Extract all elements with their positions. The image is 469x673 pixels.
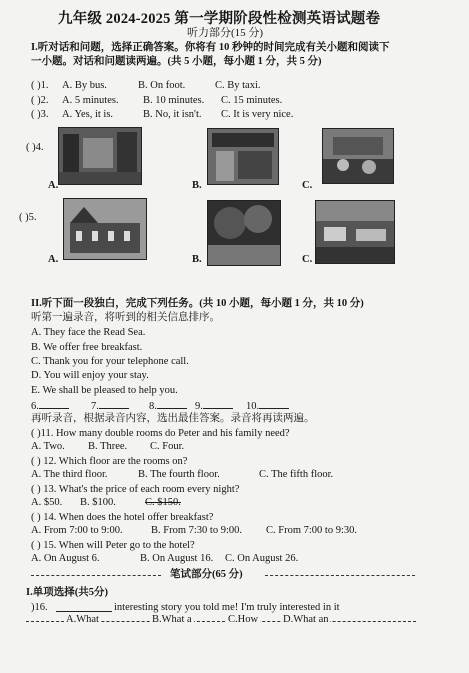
q5-label-a: A.: [48, 254, 59, 265]
q16-option-d: D.What an: [283, 614, 329, 625]
part1-heading: I.听对话和问题，选择正确答案。你将有 10 秒钟的时间完成有关小题和阅读下: [31, 42, 390, 53]
q16-stem: interesting story you told me! I'm truly interested in it: [114, 602, 340, 613]
single-choice-heading: I.单项选择(共5分): [26, 587, 108, 598]
q3-number: ( )3.: [31, 109, 49, 120]
q15-stem: ( ) 15. When will Peter go to the hotel?: [31, 540, 195, 551]
q5-label-c: C.: [302, 254, 313, 265]
q16-number: )16.: [31, 602, 48, 613]
q14-option-c: C. From 7:00 to 9:30.: [266, 525, 358, 536]
q3-option-c: C. It is very nice.: [221, 109, 294, 120]
q14-option-b: B. From 7:30 to 9:00.: [151, 525, 243, 536]
part2-heading: II.听下面一段独白，完成下列任务。(共 10 小题，每小题 1 分，共 10 分): [31, 298, 364, 309]
listening-heading: 听力部分(15 分): [187, 27, 264, 39]
q1-option-b: B. On foot.: [138, 80, 186, 91]
q12-option-a: A. The third floor.: [31, 469, 108, 480]
blank-6-line[interactable]: [39, 398, 69, 409]
written-heading: 笔试部分(65 分): [170, 569, 243, 580]
q11-stem: ( )11. How many double rooms do Peter and his family need?: [31, 428, 290, 439]
divider-left: [31, 575, 161, 576]
q1-option-c: C. By taxi.: [215, 80, 261, 91]
q16-blank[interactable]: [56, 601, 112, 612]
q16-option-b: B.What a: [152, 614, 192, 625]
blank-10-label: 10.: [246, 401, 260, 412]
blank-10-line[interactable]: [259, 398, 289, 409]
blank-6-label: 6.: [31, 401, 39, 412]
q4-label-b: B.: [192, 180, 202, 191]
blank-6: [31, 398, 69, 413]
q5-picture-a: [63, 198, 147, 260]
q14-stem: ( ) 14. When does the hotel offer breakfast?: [31, 512, 214, 523]
blank-7-label: 7.: [91, 401, 99, 412]
q4-picture-a: [58, 127, 142, 185]
part2-item-e: E. We shall be pleased to help you.: [31, 385, 178, 396]
part2-item-a: A. They face the Read Sea.: [31, 327, 146, 338]
blank-8: [149, 398, 187, 413]
q2-option-a: A. 5 minutes.: [62, 95, 119, 106]
part1-heading-2: 一小题。对话和问题读两遍。(共 5 小题，每小题 1 分，共 5 分): [31, 56, 322, 67]
q11-option-b: B. Three.: [88, 441, 128, 452]
q13-option-a: A. $50.: [31, 497, 63, 508]
q13-option-b: B. $100.: [80, 497, 116, 508]
q4-picture-c: [322, 128, 394, 184]
q12-option-c: C. The fifth floor.: [259, 469, 334, 480]
q5-picture-b: [207, 200, 281, 266]
exam-title: 九年级 2024-2025 第一学期阶段性检测英语试题卷: [58, 11, 381, 27]
q12-option-b: B. The fourth floor.: [138, 469, 220, 480]
blank-7-line[interactable]: [99, 398, 129, 409]
part2-sub: 听第一遍录音，将听到的相关信息排序。: [31, 312, 220, 323]
q4-label-a: A.: [48, 180, 59, 191]
blank-9-label: 9.: [195, 401, 203, 412]
part2-item-b: B. We offer free breakfast.: [31, 342, 143, 353]
q4-picture-b: [207, 128, 279, 185]
q13-option-c: C. $150.: [145, 497, 181, 508]
q16-option-a: A.What: [66, 614, 99, 625]
blank-8-label: 8.: [149, 401, 157, 412]
q4-number: ( )4.: [26, 142, 44, 153]
q5-picture-c: [315, 200, 395, 264]
q13-stem: ( ) 13. What's the price of each room every night?: [31, 484, 240, 495]
q15-option-a: A. On August 6.: [31, 553, 100, 564]
blank-10: [246, 398, 289, 413]
blank-9-line[interactable]: [203, 398, 233, 409]
q15-option-c: C. On August 26.: [225, 553, 299, 564]
q3-option-a: A. Yes, it is.: [62, 109, 114, 120]
q5-number: ( )5.: [19, 212, 37, 223]
divider-right: [265, 575, 415, 576]
q16-option-c: C.How: [228, 614, 259, 625]
part2-sub2: 再听录音，根据录音内容，选出最佳答案。录音将再读两遍。: [31, 413, 315, 424]
q3-option-b: B. No, it isn't.: [143, 109, 202, 120]
q2-number: ( )2.: [31, 95, 49, 106]
blank-8-line[interactable]: [157, 398, 187, 409]
q12-stem: ( ) 12. Which floor are the rooms on?: [31, 456, 188, 467]
part2-item-c: C. Thank you for your telephone call.: [31, 356, 189, 367]
q4-label-c: C.: [302, 180, 313, 191]
q1-number: ( )1.: [31, 80, 49, 91]
q11-option-a: A. Two.: [31, 441, 65, 452]
q14-option-a: A. From 7:00 to 9:00.: [31, 525, 123, 536]
blank-9: [195, 398, 233, 413]
q2-option-c: C. 15 minutes.: [221, 95, 283, 106]
blank-7: [91, 398, 129, 413]
q5-label-b: B.: [192, 254, 202, 265]
q2-option-b: B. 10 minutes.: [143, 95, 205, 106]
q11-option-c: C. Four.: [150, 441, 185, 452]
q15-option-b: B. On August 16.: [140, 553, 214, 564]
part2-item-d: D. You will enjoy your stay.: [31, 370, 149, 381]
q1-option-a: A. By bus.: [62, 80, 107, 91]
